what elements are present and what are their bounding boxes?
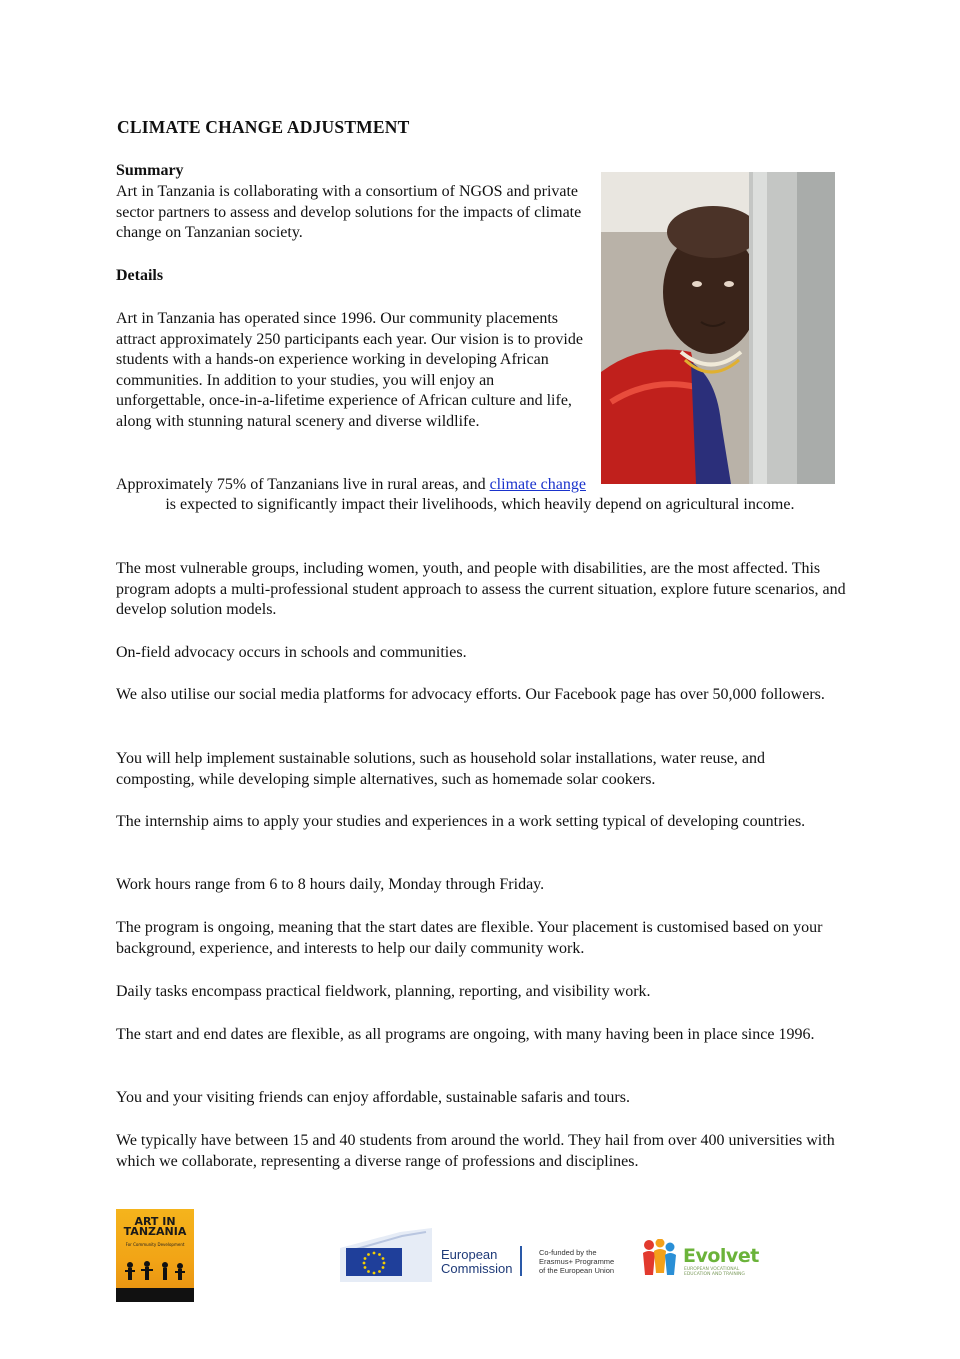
cofund-line1: Co-funded by the (539, 1248, 597, 1257)
ec-name-line1: European (441, 1247, 498, 1262)
evolvet-tagline: EUROPEAN VOCATIONAL EDUCATION AND TRAINING (684, 1267, 745, 1277)
cofunded-text (539, 1248, 614, 1275)
ec-name (441, 1248, 513, 1276)
child-photo-illustration (601, 172, 835, 484)
summary-heading: Summary (116, 162, 184, 179)
people-silhouette-icon (120, 1259, 190, 1289)
details-paragraph-13: We typically have between 15 and 40 students from around the world. They hail from over 400 universities with which we collaborate, representing a diverse range of professions and disciplines. (116, 1132, 835, 1170)
page-title: CLIMATE CHANGE ADJUSTMENT (117, 117, 410, 137)
details-paragraph-12: You and your visiting friends can enjoy affordable, sustainable safaris and tours. (116, 1089, 630, 1106)
details-paragraph-2 (116, 475, 596, 496)
ait-logo-line2: TANZANIA (123, 1225, 187, 1238)
evolvet-people-icon (639, 1239, 679, 1277)
details-paragraph-10: Daily tasks encompass practical fieldwork, planning, reporting, and visibility work. (116, 983, 651, 1000)
details-paragraph-9: The program is ongoing, meaning that the start dates are flexible. Your placement is customised based on your background, experience, and interests to help our daily community work. (116, 919, 823, 957)
eu-flag-icon (340, 1228, 432, 1282)
details-heading: Details (116, 267, 164, 284)
climate-change-link[interactable]: climate change (489, 476, 586, 493)
details-paragraph-7: The internship aims to apply your studies and experiences in a work setting typical of developing countries. (116, 813, 806, 830)
details-paragraph-8: Work hours range from 6 to 8 hours daily, Monday through Friday. (116, 876, 545, 893)
details-paragraph-2-cont (116, 495, 846, 516)
details-paragraph-6: You will help implement sustainable solutions, such as household solar installations, water reuse, and composting, while developing simple alternatives, such as homemade solar cookers. (116, 750, 765, 788)
details-paragraph-3: The most vulnerable groups, including women, youth, and people with disabilities, are the most affected. This program adopts a multi-professional student approach to assess the current situation, explore future scenarios, and develop solution models. (116, 560, 846, 618)
ait-logo-tagline: For Community Development (125, 1242, 185, 1247)
details-paragraph-1: Art in Tanzania has operated since 1996. Our community placements attract approximately 250 participants each year. Our vision is to provide students with a hands-on experience working in developing African communities. In addition to your studies, you will enjoy an unforgettable, once-in-a-lifetime experience of African culture and life, along with stunning natural scenery and diverse wildlife. (116, 310, 583, 430)
details-paragraph-4: On-field advocacy occurs in schools and communities. (116, 644, 467, 661)
evolvet-name: Evolvet (683, 1245, 759, 1267)
art-in-tanzania-logo (116, 1209, 194, 1302)
ec-flag-graphic (340, 1228, 432, 1282)
child-photo (601, 172, 835, 484)
european-commission-logo (340, 1228, 625, 1282)
details-paragraph-11: The start and end dates are flexible, as all programs are ongoing, with many having been in place since 1996. (116, 1026, 815, 1043)
ait-logo-line1: ART IN (134, 1215, 176, 1228)
p2-text-before: Approximately 75% of Tanzanians live in rural areas, and (116, 476, 490, 493)
ait-logo-band (116, 1288, 194, 1302)
cofund-line2: Erasmus+ Programme (539, 1257, 615, 1266)
ec-divider (520, 1246, 522, 1276)
summary-text: Art in Tanzania is collaborating with a consortium of NGOS and private sector partners to assess and develop solutions for the impacts of climate change on Tanzanian society. (116, 183, 582, 241)
evolvet-logo (639, 1237, 761, 1279)
details-paragraph-5: We also utilise our social media platforms for advocacy efforts. Our Facebook page has over 50,000 followers. (116, 686, 825, 703)
p2-text-after: is expected to significantly impact their livelihoods, which heavily depend on agricultural income. (161, 496, 795, 513)
cofund-line3: of the European Union (539, 1266, 615, 1275)
ec-name-line2: Commission (441, 1261, 513, 1276)
